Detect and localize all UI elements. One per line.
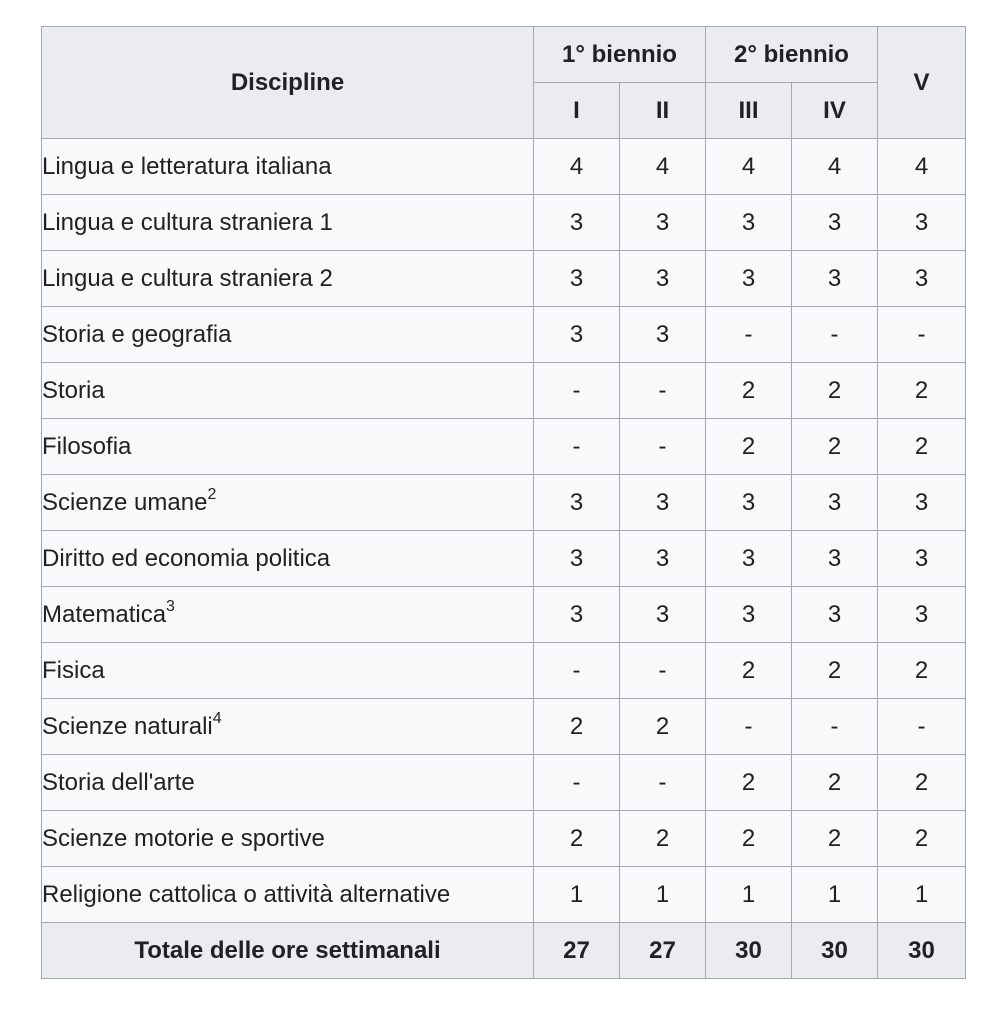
header-second-biennium: 2° biennio bbox=[706, 27, 878, 83]
table-row bbox=[42, 307, 966, 363]
hours-cell: 1 bbox=[620, 867, 706, 923]
subject-cell bbox=[42, 363, 534, 419]
subject-cell bbox=[42, 419, 534, 475]
hours-cell: 1 bbox=[534, 867, 620, 923]
subject-name: Scienze umane bbox=[42, 488, 208, 516]
subject-name: Lingua e cultura straniera 2 bbox=[42, 264, 333, 292]
table-row bbox=[42, 531, 966, 587]
hours-cell: 2 bbox=[706, 811, 792, 867]
hours-cell: - bbox=[620, 643, 706, 699]
hours-cell: 2 bbox=[706, 363, 792, 419]
hours-cell: 3 bbox=[792, 587, 878, 643]
hours-cell: 1 bbox=[706, 867, 792, 923]
hours-cell: - bbox=[792, 307, 878, 363]
hours-cell: 2 bbox=[620, 811, 706, 867]
hours-cell: 3 bbox=[620, 531, 706, 587]
total-value: 27 bbox=[534, 923, 620, 979]
hours-cell: - bbox=[534, 363, 620, 419]
hours-cell: - bbox=[534, 419, 620, 475]
table-row bbox=[42, 475, 966, 531]
subject-cell bbox=[42, 475, 534, 531]
subject-cell bbox=[42, 251, 534, 307]
hours-cell: 3 bbox=[792, 475, 878, 531]
hours-cell: - bbox=[620, 419, 706, 475]
hours-cell: 3 bbox=[620, 251, 706, 307]
header-discipline: Discipline bbox=[42, 27, 534, 139]
hours-cell: 3 bbox=[620, 195, 706, 251]
footnote-ref: 3 bbox=[166, 597, 175, 615]
hours-cell: 3 bbox=[878, 475, 966, 531]
table-row bbox=[42, 363, 966, 419]
header-year-ii: II bbox=[620, 83, 706, 139]
hours-cell: - bbox=[620, 755, 706, 811]
hours-cell: 2 bbox=[534, 699, 620, 755]
total-label: Totale delle ore settimanali bbox=[42, 923, 534, 979]
table-header bbox=[42, 27, 966, 139]
subject-name: Storia e geografia bbox=[42, 320, 232, 348]
hours-cell: 1 bbox=[792, 867, 878, 923]
hours-cell: 2 bbox=[878, 643, 966, 699]
hours-cell: 3 bbox=[706, 251, 792, 307]
subject-cell bbox=[42, 643, 534, 699]
hours-cell: 2 bbox=[706, 755, 792, 811]
hours-cell: 3 bbox=[620, 587, 706, 643]
subject-cell bbox=[42, 139, 534, 195]
total-value: 30 bbox=[706, 923, 792, 979]
table-row bbox=[42, 195, 966, 251]
hours-cell: 3 bbox=[534, 531, 620, 587]
table-row bbox=[42, 867, 966, 923]
hours-cell: 2 bbox=[878, 755, 966, 811]
subject-name: Religione cattolica o attività alternative bbox=[42, 880, 451, 908]
subject-name: Storia bbox=[42, 376, 105, 404]
hours-cell: - bbox=[792, 699, 878, 755]
subject-name: Lingua e letteratura italiana bbox=[42, 152, 332, 180]
hours-cell: - bbox=[620, 363, 706, 419]
header-fifth-year: V bbox=[878, 27, 966, 139]
hours-cell: 4 bbox=[792, 139, 878, 195]
hours-cell: 3 bbox=[792, 251, 878, 307]
hours-cell: 4 bbox=[534, 139, 620, 195]
hours-cell: 2 bbox=[878, 419, 966, 475]
hours-cell: 3 bbox=[534, 195, 620, 251]
hours-cell: 1 bbox=[878, 867, 966, 923]
table-row bbox=[42, 643, 966, 699]
subject-name: Diritto ed economia politica bbox=[42, 544, 331, 572]
hours-cell: 3 bbox=[534, 307, 620, 363]
subject-cell bbox=[42, 699, 534, 755]
table-row bbox=[42, 699, 966, 755]
hours-cell: 2 bbox=[706, 419, 792, 475]
hours-cell: - bbox=[534, 755, 620, 811]
subject-cell bbox=[42, 811, 534, 867]
hours-cell: 3 bbox=[706, 475, 792, 531]
hours-cell: 2 bbox=[792, 419, 878, 475]
subject-cell bbox=[42, 867, 534, 923]
hours-cell: 3 bbox=[792, 195, 878, 251]
table-row bbox=[42, 755, 966, 811]
hours-cell: 2 bbox=[878, 811, 966, 867]
total-row bbox=[42, 923, 966, 979]
hours-cell: 3 bbox=[878, 195, 966, 251]
subject-cell bbox=[42, 755, 534, 811]
subject-name: Fisica bbox=[42, 656, 105, 684]
hours-cell: 3 bbox=[534, 587, 620, 643]
subject-cell bbox=[42, 587, 534, 643]
subject-name: Lingua e cultura straniera 1 bbox=[42, 208, 333, 236]
subject-cell bbox=[42, 195, 534, 251]
subject-name: Scienze naturali bbox=[42, 712, 213, 740]
hours-cell: 3 bbox=[792, 531, 878, 587]
hours-cell: 4 bbox=[706, 139, 792, 195]
table-row bbox=[42, 139, 966, 195]
subject-cell bbox=[42, 307, 534, 363]
table-row bbox=[42, 587, 966, 643]
subject-name: Storia dell'arte bbox=[42, 768, 195, 796]
footnote-ref: 2 bbox=[207, 485, 217, 503]
hours-cell: 2 bbox=[792, 643, 878, 699]
header-year-i: I bbox=[534, 83, 620, 139]
subject-name: Matematica bbox=[42, 600, 167, 628]
subject-cell bbox=[42, 531, 534, 587]
footnote-ref: 4 bbox=[212, 709, 222, 727]
total-value: 27 bbox=[620, 923, 706, 979]
total-value: 30 bbox=[878, 923, 966, 979]
table-row bbox=[42, 811, 966, 867]
table-body bbox=[42, 139, 966, 923]
hours-cell: 3 bbox=[878, 531, 966, 587]
subject-name: Filosofia bbox=[42, 432, 132, 460]
hours-cell: 3 bbox=[620, 475, 706, 531]
table-row bbox=[42, 419, 966, 475]
table-row bbox=[42, 251, 966, 307]
hours-cell: 2 bbox=[620, 699, 706, 755]
hours-cell: 3 bbox=[878, 587, 966, 643]
header-year-iv: IV bbox=[792, 83, 878, 139]
hours-cell: 4 bbox=[878, 139, 966, 195]
hours-cell: 3 bbox=[534, 251, 620, 307]
hours-cell: - bbox=[878, 307, 966, 363]
subject-name: Scienze motorie e sportive bbox=[42, 824, 325, 852]
hours-cell: 3 bbox=[706, 531, 792, 587]
hours-cell: 2 bbox=[792, 755, 878, 811]
hours-cell: - bbox=[706, 307, 792, 363]
total-value: 30 bbox=[792, 923, 878, 979]
header-first-biennium: 1° biennio bbox=[534, 27, 706, 83]
hours-cell: 3 bbox=[706, 587, 792, 643]
hours-cell: 4 bbox=[620, 139, 706, 195]
header-year-iii: III bbox=[706, 83, 792, 139]
hours-cell: 3 bbox=[706, 195, 792, 251]
hours-cell: - bbox=[706, 699, 792, 755]
hours-cell: 2 bbox=[534, 811, 620, 867]
hours-cell: 3 bbox=[878, 251, 966, 307]
hours-cell: 3 bbox=[534, 475, 620, 531]
hours-table bbox=[41, 26, 966, 979]
hours-cell: - bbox=[878, 699, 966, 755]
hours-cell: 2 bbox=[706, 643, 792, 699]
hours-cell: 2 bbox=[792, 363, 878, 419]
hours-cell: 3 bbox=[620, 307, 706, 363]
hours-cell: - bbox=[534, 643, 620, 699]
hours-cell: 2 bbox=[792, 811, 878, 867]
hours-cell: 2 bbox=[878, 363, 966, 419]
